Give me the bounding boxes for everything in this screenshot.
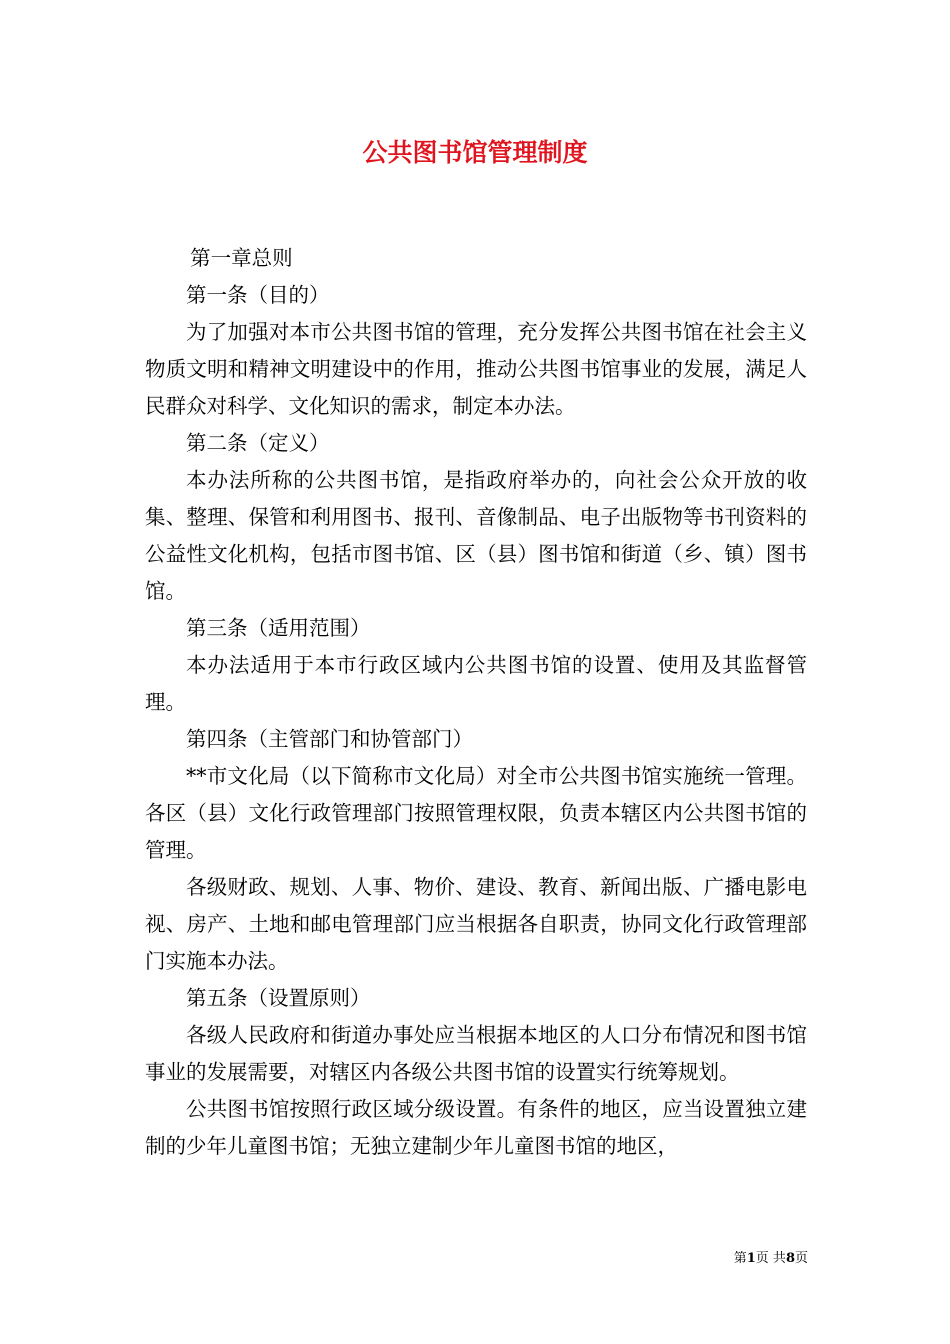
footer-suffix: 页 — [794, 1251, 808, 1266]
paragraph: 各级人民政府和街道办事处应当根据本地区的人口分布情况和图书馆事业的发展需要，对辖区内各级公共图书馆的设置实行统筹规划。 — [145, 1023, 807, 1084]
paragraph: 公共图书馆按照行政区域分级设置。有条件的地区，应当设置独立建制的少年儿童图书馆；无独立建制少年儿童图书馆的地区， — [145, 1097, 807, 1158]
current-page-number: 1 — [746, 1251, 756, 1266]
page-number-footer — [0, 1247, 808, 1266]
document-title: 公共图书馆管理制度 — [362, 138, 588, 167]
article-heading: 第四条（主管部门和协管部门） — [186, 727, 473, 751]
paragraph: 本办法所称的公共图书馆，是指政府举办的，向社会公众开放的收集、整理、保管和利用图书、报刊、音像制品、电子出版物等书刊资料的公益性文化机构，包括市图书馆、区（县）图书馆和街道（乡、镇）图书馆。 — [145, 468, 807, 603]
paragraph: **市文化局（以下简称市文化局）对全市公共图书馆实施统一管理。各区（县）文化行政管理部门按照管理权限，负责本辖区内公共图书馆的管理。 — [145, 764, 807, 862]
footer-middle: 页 共 — [755, 1251, 786, 1266]
article-heading: 第五条（设置原则） — [186, 986, 371, 1010]
paragraph: 各级财政、规划、人事、物价、建设、教育、新闻出版、广播电影电视、房产、土地和邮电管理部门应当根据各自职责，协同文化行政管理部门实施本办法。 — [145, 875, 807, 973]
paragraph: 本办法适用于本市行政区域内公共图书馆的设置、使用及其监督管理。 — [145, 653, 807, 714]
chapter-heading: 第一章总则 — [190, 246, 293, 270]
paragraph: 为了加强对本市公共图书馆的管理，充分发挥公共图书馆在社会主义物质文明和精神文明建设中的作用，推动公共图书馆事业的发展，满足人民群众对科学、文化知识的需求，制定本办法。 — [145, 320, 807, 418]
total-page-count: 8 — [785, 1251, 795, 1266]
document-body — [145, 240, 807, 1165]
article-heading: 第二条（定义） — [186, 431, 330, 455]
footer-prefix: 第 — [733, 1251, 747, 1266]
article-heading: 第三条（适用范围） — [186, 616, 371, 640]
article-heading: 第一条（目的） — [186, 283, 330, 307]
